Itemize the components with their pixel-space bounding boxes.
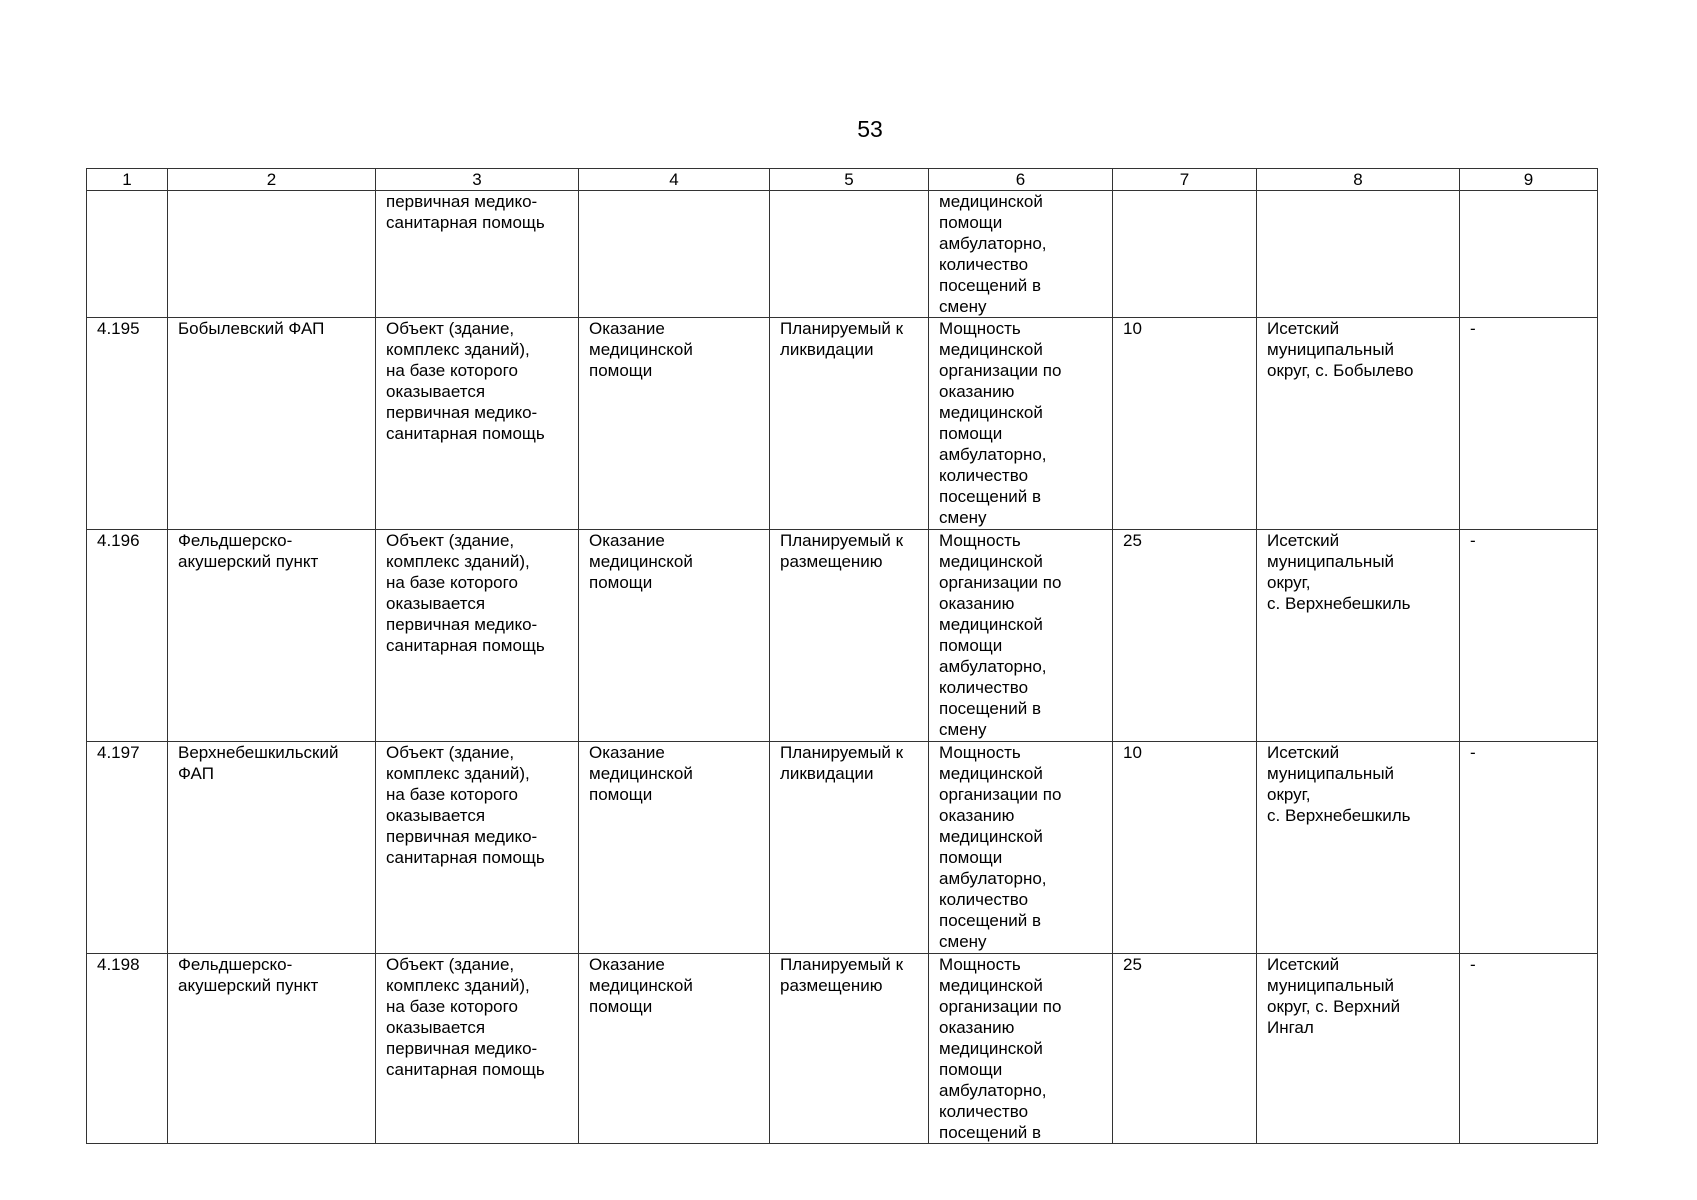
header-cell: 5 [770, 169, 929, 191]
cell-text-line: организации по [939, 361, 1062, 380]
table-cell-col-9 [1460, 530, 1598, 742]
cell-text-line: Бобылевский ФАП [178, 319, 325, 338]
facilities-table [86, 168, 1598, 1144]
table-cell-col-4 [579, 954, 770, 1144]
cell-text-line: посещений в [939, 1123, 1041, 1142]
cell-text-line: Планируемый к [780, 955, 904, 974]
cell-text-line: посещений в [939, 487, 1041, 506]
cell-text-line: медицинской [939, 1039, 1043, 1058]
cell-text-line: Мощность [939, 319, 1021, 338]
cell-text-line: медицинской [939, 827, 1043, 846]
table-cell-col-5 [770, 742, 929, 954]
cell-text-line: Фельдшерско- [178, 955, 293, 974]
table-cell-col-2 [168, 954, 376, 1144]
table-cell-col-3 [376, 530, 579, 742]
cell-text-line: Планируемый к [780, 531, 904, 550]
table-cell-col-4 [579, 191, 770, 318]
cell-text-line: амбулаторно, [939, 445, 1047, 464]
cell-text-line: смену [939, 932, 987, 951]
cell-text-line: - [1470, 743, 1476, 762]
cell-text-line: амбулаторно, [939, 234, 1047, 253]
cell-text-line: Фельдшерско- [178, 531, 293, 550]
table-cell-col-7 [1113, 742, 1257, 954]
header-cell: 8 [1257, 169, 1460, 191]
table-cell-col-4 [579, 530, 770, 742]
table-cell-col-6 [929, 954, 1113, 1144]
table-body [87, 191, 1598, 1144]
table-row [87, 742, 1598, 954]
cell-text-line: Планируемый к [780, 319, 904, 338]
cell-text-line: амбулаторно, [939, 1081, 1047, 1100]
table-cell-col-1 [87, 318, 168, 530]
cell-text-line: помощи [939, 636, 1003, 655]
cell-text-line: помощи [939, 848, 1003, 867]
table-cell-col-6 [929, 742, 1113, 954]
cell-text-line: муниципальный [1267, 552, 1395, 571]
cell-text-line: помощи [589, 785, 653, 804]
table-cell-col-2 [168, 530, 376, 742]
cell-text-line: 25 [1123, 955, 1142, 974]
cell-text-line: ликвидации [780, 340, 874, 359]
cell-text-line: посещений в [939, 699, 1041, 718]
table-cell-col-3 [376, 954, 579, 1144]
cell-text-line: медицинской [589, 552, 693, 571]
cell-text-line: количество [939, 890, 1029, 909]
cell-text-line: смену [939, 508, 987, 527]
table-cell-col-3 [376, 318, 579, 530]
cell-text-line: акушерский пункт [178, 552, 319, 571]
table-cell-col-6 [929, 191, 1113, 318]
cell-text-line: санитарная помощь [386, 636, 545, 655]
table-cell-col-9 [1460, 318, 1598, 530]
cell-text-line: амбулаторно, [939, 869, 1047, 888]
cell-text-line: помощи [939, 1060, 1003, 1079]
table-row [87, 318, 1598, 530]
table-cell-col-9 [1460, 742, 1598, 954]
cell-text-line: оказывается [386, 382, 486, 401]
cell-text-line: ликвидации [780, 764, 874, 783]
cell-text-line: смену [939, 297, 987, 316]
table-header-row [87, 169, 1598, 191]
cell-text-line: организации по [939, 573, 1062, 592]
cell-text-line: 4.197 [97, 743, 140, 762]
cell-text-line: амбулаторно, [939, 657, 1047, 676]
cell-text-line: муниципальный [1267, 340, 1395, 359]
cell-text-line: медицинской [589, 340, 693, 359]
cell-text-line: акушерский пункт [178, 976, 319, 995]
cell-text-line: Верхнебешкильский [178, 743, 339, 762]
table-cell-col-9 [1460, 191, 1598, 318]
table-cell-col-2 [168, 191, 376, 318]
table-cell-col-5 [770, 191, 929, 318]
cell-text-line: Исетский [1267, 319, 1340, 338]
cell-text-line: медицинской [939, 615, 1043, 634]
table-cell-col-3 [376, 191, 579, 318]
cell-text-line: комплекс зданий), [386, 340, 530, 359]
cell-text-line: оказывается [386, 594, 486, 613]
cell-text-line: Объект (здание, [386, 531, 515, 550]
table-cell-col-8 [1257, 954, 1460, 1144]
cell-text-line: медицинской [939, 764, 1043, 783]
cell-text-line: первичная медико- [386, 1039, 538, 1058]
cell-text-line: санитарная помощь [386, 848, 545, 867]
table-cell-col-2 [168, 742, 376, 954]
table-cell-col-8 [1257, 742, 1460, 954]
cell-text-line: первичная медико- [386, 192, 538, 211]
cell-text-line: Оказание [589, 743, 665, 762]
cell-text-line: помощи [939, 424, 1003, 443]
cell-text-line: медицинской [939, 976, 1043, 995]
table-cell-col-1 [87, 742, 168, 954]
cell-text-line: количество [939, 678, 1029, 697]
cell-text-line: санитарная помощь [386, 213, 545, 232]
cell-text-line: первичная медико- [386, 615, 538, 634]
table-cell-col-8 [1257, 530, 1460, 742]
table-cell-col-2 [168, 318, 376, 530]
cell-text-line: Исетский [1267, 531, 1340, 550]
cell-text-line: Исетский [1267, 743, 1340, 762]
cell-text-line: медицинской [939, 340, 1043, 359]
cell-text-line: Оказание [589, 319, 665, 338]
cell-text-line: организации по [939, 997, 1062, 1016]
cell-text-line: Объект (здание, [386, 743, 515, 762]
cell-text-line: Мощность [939, 743, 1021, 762]
cell-text-line: 4.195 [97, 319, 140, 338]
cell-text-line: на базе которого [386, 361, 518, 380]
cell-text-line: Мощность [939, 955, 1021, 974]
cell-text-line: первичная медико- [386, 403, 538, 422]
header-cell: 4 [579, 169, 770, 191]
cell-text-line: оказанию [939, 594, 1015, 613]
cell-text-line: медицинской [939, 403, 1043, 422]
cell-text-line: смену [939, 720, 987, 739]
cell-text-line: - [1470, 531, 1476, 550]
cell-text-line: количество [939, 255, 1029, 274]
cell-text-line: ФАП [178, 764, 214, 783]
table-cell-col-5 [770, 954, 929, 1144]
cell-text-line: комплекс зданий), [386, 552, 530, 571]
cell-text-line: Объект (здание, [386, 319, 515, 338]
cell-text-line: комплекс зданий), [386, 976, 530, 995]
table-cell-col-4 [579, 742, 770, 954]
table-row [87, 191, 1598, 318]
cell-text-line: Оказание [589, 531, 665, 550]
cell-text-line: 10 [1123, 319, 1142, 338]
table-cell-col-1 [87, 954, 168, 1144]
cell-text-line: Исетский [1267, 955, 1340, 974]
cell-text-line: медицинской [589, 764, 693, 783]
cell-text-line: первичная медико- [386, 827, 538, 846]
cell-text-line: на базе которого [386, 785, 518, 804]
cell-text-line: посещений в [939, 276, 1041, 295]
table-cell-col-9 [1460, 954, 1598, 1144]
cell-text-line: оказывается [386, 1018, 486, 1037]
cell-text-line: санитарная помощь [386, 424, 545, 443]
cell-text-line: оказанию [939, 382, 1015, 401]
table-cell-col-8 [1257, 191, 1460, 318]
cell-text-line: размещению [780, 976, 883, 995]
cell-text-line: оказывается [386, 806, 486, 825]
cell-text-line: Оказание [589, 955, 665, 974]
table-cell-col-3 [376, 742, 579, 954]
cell-text-line: помощи [589, 573, 653, 592]
cell-text-line: посещений в [939, 911, 1041, 930]
cell-text-line: с. Верхнебешкиль [1267, 594, 1411, 613]
header-cell: 7 [1113, 169, 1257, 191]
cell-text-line: размещению [780, 552, 883, 571]
cell-text-line: 25 [1123, 531, 1142, 550]
table-cell-col-5 [770, 318, 929, 530]
header-cell: 6 [929, 169, 1113, 191]
cell-text-line: Планируемый к [780, 743, 904, 762]
table-cell-col-7 [1113, 318, 1257, 530]
cell-text-line: муниципальный [1267, 976, 1395, 995]
table-cell-col-7 [1113, 954, 1257, 1144]
cell-text-line: помощи [939, 213, 1003, 232]
cell-text-line: муниципальный [1267, 764, 1395, 783]
table-row [87, 954, 1598, 1144]
cell-text-line: медицинской [939, 192, 1043, 211]
cell-text-line: помощи [589, 361, 653, 380]
cell-text-line: на базе которого [386, 997, 518, 1016]
cell-text-line: медицинской [939, 552, 1043, 571]
cell-text-line: оказанию [939, 1018, 1015, 1037]
cell-text-line: 4.196 [97, 531, 140, 550]
cell-text-line: Ингал [1267, 1018, 1314, 1037]
cell-text-line: организации по [939, 785, 1062, 804]
table-cell-col-6 [929, 318, 1113, 530]
cell-text-line: 10 [1123, 743, 1142, 762]
cell-text-line: округ, [1267, 573, 1311, 592]
cell-text-line: медицинской [589, 976, 693, 995]
table-cell-col-8 [1257, 318, 1460, 530]
cell-text-line: с. Верхнебешкиль [1267, 806, 1411, 825]
cell-text-line: - [1470, 955, 1476, 974]
table-row [87, 530, 1598, 742]
cell-text-line: округ, с. Верхний [1267, 997, 1401, 1016]
table-cell-col-7 [1113, 191, 1257, 318]
header-cell: 9 [1460, 169, 1598, 191]
table-cell-col-1 [87, 191, 168, 318]
cell-text-line: на базе которого [386, 573, 518, 592]
cell-text-line: Мощность [939, 531, 1021, 550]
cell-text-line: комплекс зданий), [386, 764, 530, 783]
table-cell-col-5 [770, 530, 929, 742]
table-cell-col-7 [1113, 530, 1257, 742]
table-cell-col-4 [579, 318, 770, 530]
cell-text-line: 4.198 [97, 955, 140, 974]
cell-text-line: - [1470, 319, 1476, 338]
table-cell-col-1 [87, 530, 168, 742]
page-number: 53 [857, 116, 883, 142]
cell-text-line: количество [939, 1102, 1029, 1121]
header-cell: 3 [376, 169, 579, 191]
cell-text-line: санитарная помощь [386, 1060, 545, 1079]
cell-text-line: оказанию [939, 806, 1015, 825]
header-cell: 1 [87, 169, 168, 191]
cell-text-line: количество [939, 466, 1029, 485]
table-cell-col-6 [929, 530, 1113, 742]
cell-text-line: округ, [1267, 785, 1311, 804]
cell-text-line: Объект (здание, [386, 955, 515, 974]
header-cell: 2 [168, 169, 376, 191]
cell-text-line: помощи [589, 997, 653, 1016]
cell-text-line: округ, с. Бобылево [1267, 361, 1414, 380]
